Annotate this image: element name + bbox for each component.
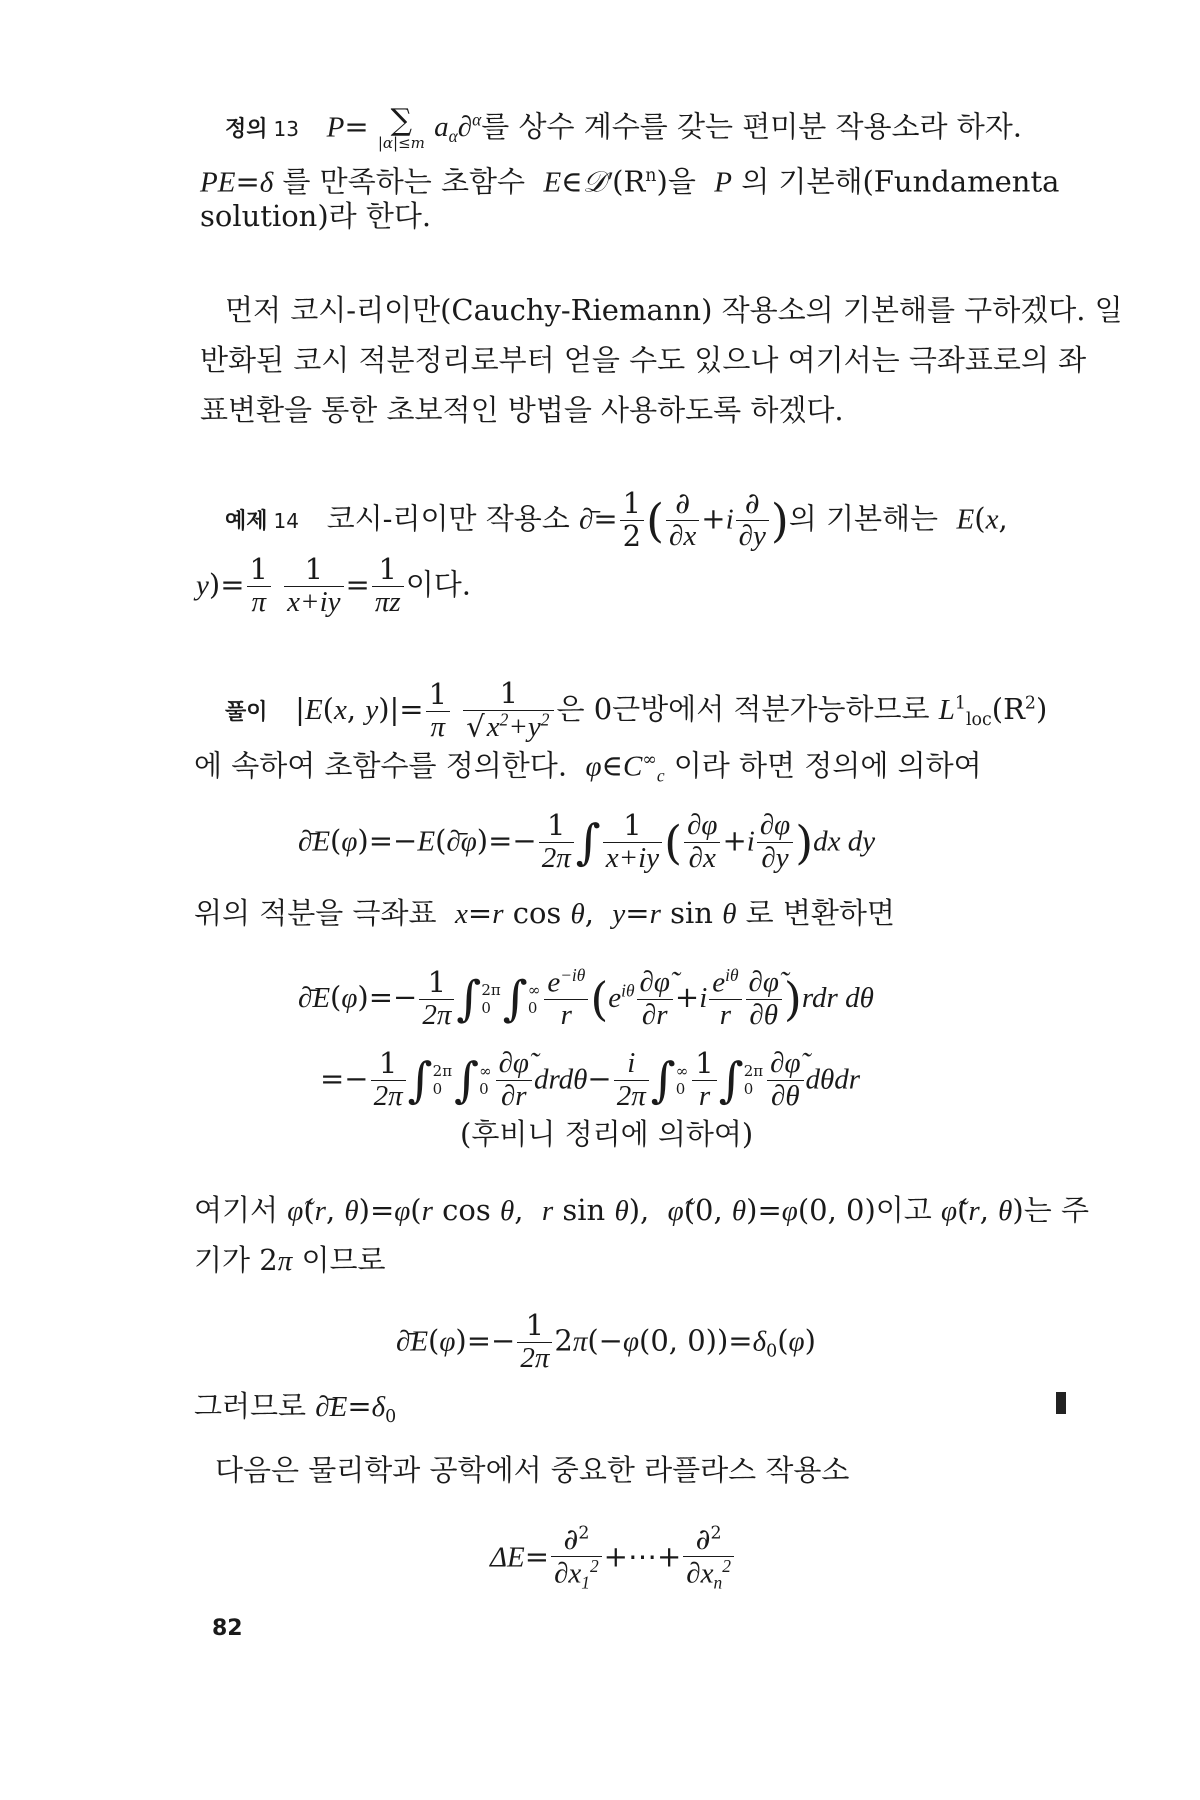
example-line-1: 예제 14 코시-리이만 작용소 ∂̄= $\frac{1}{2}$ ( $\frac{\partial}{\partial x}$ +i $\frac{\partial}{\partial y}$ )의 기본해는 E(x,	[225, 486, 1008, 553]
page-number: 82	[212, 1616, 243, 1641]
laplacian-equation: ΔE= $\frac{\partial^2}{\partial x_1^2}$ +⋯+ $\frac{\partial^2}{\partial x_n^2}$	[490, 1524, 736, 1593]
equation-1: ∂̄E(φ)=−E(∂̄φ)=− $\frac{1}{2\pi}$ ∫ $\frac{1}{x+iy}$ ( $\frac{\partial\varphi}{\partial x}$ +i $\frac{\partial\varphi}{\partial y}$ )dx dy	[298, 808, 876, 874]
equation-2: ∂̄E(φ)=− $\frac{1}{2\pi}$ ∫ 2π 0 ∫ ∞ 0 $\frac{e^{-i\theta}}{r}$ ($e^{i\theta}$ $\frac{\partial\varphĩ}{\partial r}$ +i $\frac{e^{i\theta}}{r}$ $\frac{\partial\varphĩ}{\partial\theta}$ )rdr dθ	[298, 964, 874, 1032]
solution-line-1: 풀이 |E(x, y)|= $\frac{1}{\pi}$ $\frac{1}{√x^2+y^2}$ 은 0근방에서 적분가능하므로 $L^1_{loc}(R^2)$	[225, 676, 1048, 744]
solution-label: 풀이	[225, 700, 268, 726]
conclusion-line: 그러므로 $\partial̄E=\delta_0$	[194, 1389, 397, 1428]
next-paragraph: 다음은 물리학과 공학에서 중요한 라플라스 작용소	[215, 1453, 850, 1487]
qed-mark	[1056, 1392, 1066, 1414]
equation-3: =− $\frac{1}{2\pi}$ ∫ 2π 0 ∫ ∞ 0 $\frac{\partial\varphĩ}{\partial r}$ drdθ− $\frac{i}{2\pi}$ ∫ ∞ 0 $\frac{1}{r}$ ∫ 2π 0 $\frac{\partial\varphĩ}{\partial\theta}$ dθdr	[320, 1046, 861, 1112]
where-line-2: 기가 2π 이므로	[194, 1243, 386, 1277]
solution-line-2: 에 속하여 초함수를 정의한다. $\varphi\in C^\infty_c$ 이라 하면 정의에 의하여	[194, 748, 982, 786]
sum-operator: ∑ |α|≤m	[377, 102, 425, 152]
equation-4: ∂̄E(φ)=− $\frac{1}{2\pi}$ 2π(−φ(0, $0))=\delta_0(\varphi)$	[396, 1308, 816, 1374]
intro-line-3: 표변환을 통한 초보적인 방법을 사용하도록 하겠다.	[200, 393, 844, 427]
definition-label: 정의 13	[225, 117, 299, 143]
polar-line: 위의 적분을 극좌표 x=r cos θ, y=r sin θ 로 변환하면	[194, 896, 895, 930]
example-label: 예제 14	[225, 509, 299, 535]
where-line-1: 여기서 φ̃(r, θ)=φ(r cos θ, r sin θ), φ̃(0, θ)=φ(0, 0)이고 φ̃(r, θ)는 주	[194, 1193, 1089, 1227]
intro-line-2: 반화된 코시 적분정리로부터 얻을 수도 있으나 여기서는 극좌표로의 좌	[200, 343, 1087, 377]
definition-line-1: 정의 13 P= ∑ |α|≤m $a_\alpha\partial^\alpha$를 상수 계수를 갖는 편미분 작용소라 하자.	[225, 102, 1023, 152]
example-line-2: y)= $\frac{1}{\pi}$ $\frac{1}{x+iy}$ = $\frac{1}{\pi z}$ 이다.	[196, 552, 471, 618]
definition-line-2: PE=δ 를 만족하는 초함수 $E\in 𝒟'(R^n)$을 P 의 기본해(Fundamenta	[200, 164, 1060, 199]
definition-line-3: solution)라 한다.	[200, 199, 432, 233]
intro-line-1: 먼저 코시-리이만(Cauchy-Riemann) 작용소의 기본해를 구하겠다. 일	[225, 293, 1123, 327]
fubini-note: (후비니 정리에 의하여)	[460, 1117, 754, 1151]
